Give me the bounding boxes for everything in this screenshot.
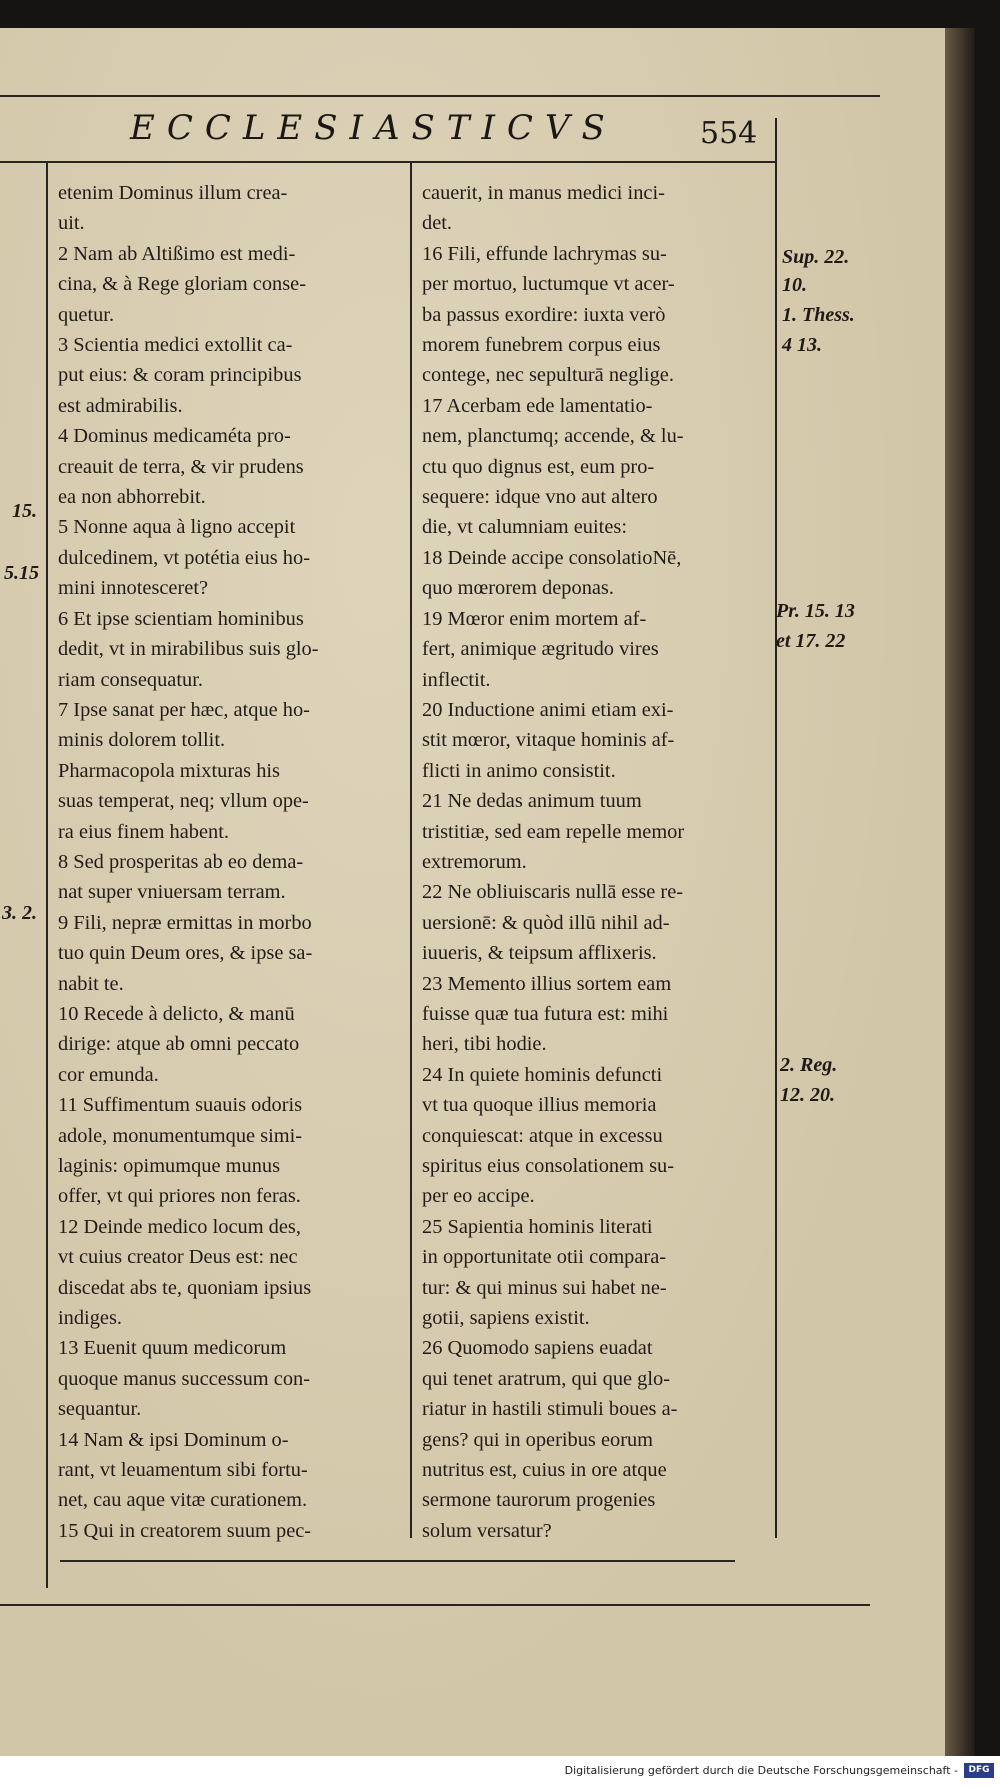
text-line: per eo accipe. (422, 1185, 535, 1208)
text-line: 25 Sapientia hominis literati (422, 1215, 653, 1238)
right-frame-rule (775, 118, 777, 1538)
text-line: dirige: atque ab omni peccato (58, 1033, 300, 1056)
text-line: quoque manus successum con- (58, 1367, 310, 1390)
text-line: inflectit. (422, 668, 491, 691)
right-margin-note: 10. (782, 274, 807, 296)
text-line: 21 Ne dedas animum tuum (422, 790, 642, 813)
text-column-right (422, 178, 762, 1546)
text-line: iuueris, & teipsum afflixeris. (422, 942, 657, 965)
text-line: extremorum. (422, 850, 527, 873)
text-line: heri, tibi hodie. (422, 1033, 547, 1056)
column-divider-rule (410, 163, 412, 1538)
text-line: rant, vt leuamentum sibi fortu- (58, 1459, 308, 1482)
text-line: Pharmacopola mixturas his (58, 759, 280, 782)
text-line: contege, nec sepulturā neglige. (422, 364, 674, 387)
text-line: dedit, vt in mirabilibus suis glo- (58, 638, 319, 661)
text-line: quetur. (58, 303, 115, 326)
text-line: 12 Deinde medico locum des, (58, 1215, 301, 1238)
text-line: minis dolorem tollit. (58, 729, 226, 752)
text-line: uit. (58, 212, 85, 235)
text-line: 3 Scientia medici extollit ca- (58, 334, 293, 357)
right-margin-note: 2. Reg. (780, 1054, 838, 1076)
text-line: 8 Sed prosperitas ab eo dema- (58, 850, 304, 873)
text-line: 17 Acerbam ede lamentatio- (422, 394, 653, 417)
text-line: uersionē: & quòd illū nihil ad- (422, 911, 670, 934)
text-line: 19 Mœror enim mortem af- (422, 607, 647, 630)
text-line: indiges. (58, 1307, 122, 1330)
text-line: die, vt calumniam euites: (422, 516, 627, 539)
text-line: in opportunitate otii compara- (422, 1246, 667, 1269)
text-line: laginis: opimumque munus (58, 1155, 281, 1177)
text-line: 7 Ipse sanat per hæc, atque ho- (58, 698, 310, 721)
text-line: solum versatur? (422, 1519, 552, 1542)
digitization-footer (0, 1756, 1000, 1787)
text-line: sequantur. (58, 1398, 142, 1421)
text-line: 10 Recede à delicto, & manū (58, 1002, 295, 1025)
bottom-text-rule (60, 1560, 735, 1562)
text-line: offer, vt qui priores non feras. (58, 1185, 301, 1208)
text-line: conquiescat: atque in excessu (422, 1124, 663, 1147)
text-line: ra eius finem habent. (58, 820, 229, 843)
text-line: 2 Nam ab Altißimo est medi- (58, 242, 296, 265)
text-line: 23 Memento illius sortem eam (422, 972, 672, 995)
text-line: 6 Et ipse scientiam hominibus (58, 607, 304, 630)
left-frame-rule (46, 163, 48, 1588)
text-line: put eius: & coram principibus (58, 364, 302, 387)
text-column-left (58, 178, 404, 1546)
text-line: creauit de terra, & vir prudens (58, 455, 304, 478)
left-margin-note: 3. 2. (2, 902, 37, 924)
page-edge-shadow (945, 28, 975, 1756)
text-line: det. (422, 212, 453, 235)
text-line: 26 Quomodo sapiens euadat (422, 1337, 653, 1360)
text-line: cauerit, in manus medici inci- (422, 182, 665, 204)
text-line: ba passus exordire: iuxta verò (422, 303, 666, 326)
text-line: sequere: idque vno aut altero (422, 486, 658, 509)
text-line: adole, monumentumque simi- (58, 1124, 303, 1147)
text-line: fert, animique ægritudo vires (422, 638, 659, 661)
header-rule-top (0, 95, 880, 97)
text-line: quo mœrorem deponas. (422, 577, 614, 600)
text-line: 16 Fili, effunde lachrymas su- (422, 242, 667, 265)
text-line: qui tenet aratrum, qui que glo- (422, 1367, 671, 1390)
text-line: 22 Ne obliuiscaris nullā esse re- (422, 881, 684, 904)
text-line: 11 Suffimentum suauis odoris (58, 1094, 303, 1117)
dfg-logo: DFG (964, 1763, 994, 1778)
text-line: 9 Fili, nepræ ermittas in morbo (58, 911, 312, 934)
text-line: nem, planctumq; accende, & lu- (422, 425, 684, 448)
left-margin-note: 15. (12, 500, 37, 522)
text-line: tuo quin Deum ores, & ipse sa- (58, 942, 313, 965)
text-line: stit mœror, vitaque hominis af- (422, 729, 675, 752)
text-line: ctu quo dignus est, eum pro- (422, 455, 655, 478)
text-line: etenim Dominus illum crea- (58, 182, 288, 204)
text-line: riam consequatur. (58, 668, 203, 691)
text-line: suas temperat, neq; vllum ope- (58, 790, 309, 813)
left-margin-note: 5.15 (4, 562, 39, 584)
text-line: dulcedinem, vt potétia eius ho- (58, 546, 310, 569)
text-line: tur: & qui minus sui habet ne- (422, 1276, 667, 1299)
text-line: 15 Qui in creatorem suum pec- (58, 1519, 312, 1542)
text-line: mini innotesceret? (58, 577, 209, 600)
right-margin-note: 4 13. (782, 334, 822, 356)
text-line: 24 In quiete hominis defuncti (422, 1063, 663, 1086)
text-line: flicti in animo consistit. (422, 759, 616, 782)
right-margin-note: 1. Thess. (782, 304, 855, 326)
text-line: discedat abs te, quoniam ipsius (58, 1276, 312, 1299)
text-line: est admirabilis. (58, 394, 183, 417)
text-line: nutritus est, cuius in ore atque (422, 1459, 667, 1482)
text-line: net, cau aque vitæ curationem. (58, 1489, 308, 1512)
text-line: 4 Dominus medicaméta pro- (58, 425, 291, 448)
text-line: 14 Nam & ipsi Dominum o- (58, 1428, 289, 1451)
text-line: vt tua quoque illius memoria (422, 1094, 657, 1117)
text-line: ea non abhorrebit. (58, 486, 206, 509)
text-line: fuisse quæ tua futura est: mihi (422, 1002, 669, 1025)
right-margin-note: Sup. 22. (782, 246, 850, 268)
text-line: 20 Inductione animi etiam exi- (422, 698, 674, 721)
text-line: 5 Nonne aqua à ligno accepit (58, 516, 296, 539)
text-line: morem funebrem corpus eius (422, 334, 661, 357)
right-margin-note: et 17. 22 (776, 630, 846, 652)
page-bottom-rule (0, 1604, 870, 1606)
text-line: 18 Deinde accipe consolatioNē, (422, 546, 682, 569)
text-line: nabit te. (58, 972, 124, 995)
page-number: 554 (700, 116, 758, 151)
text-line: per mortuo, luctumque vt acer- (422, 273, 675, 296)
header-rule-bottom (0, 161, 775, 163)
text-line: sermone taurorum progenies (422, 1489, 656, 1512)
text-line: vt cuius creator Deus est: nec (58, 1246, 298, 1269)
text-line: gotii, sapiens existit. (422, 1307, 590, 1330)
text-line: tristitiæ, sed eam repelle memor (422, 820, 685, 843)
text-line: 13 Euenit quum medicorum (58, 1337, 287, 1360)
right-margin-note: Pr. 15. 13 (776, 600, 855, 622)
text-line: cor emunda. (58, 1063, 159, 1086)
text-line: cina, & à Rege gloriam conse- (58, 273, 306, 296)
text-line: nat super vniuersam terram. (58, 881, 286, 904)
right-margin-note: 12. 20. (780, 1084, 835, 1106)
text-line: spiritus eius consolationem su- (422, 1155, 675, 1177)
text-line: riatur in hastili stimuli boues a- (422, 1398, 678, 1421)
footer-credit-text: Digitalisierung gefördert durch die Deutsche Forschungsgemeinschaft - (564, 1764, 958, 1777)
text-line: gens? qui in operibus eorum (422, 1428, 654, 1451)
running-title: ECCLESIASTICVS (130, 108, 617, 148)
